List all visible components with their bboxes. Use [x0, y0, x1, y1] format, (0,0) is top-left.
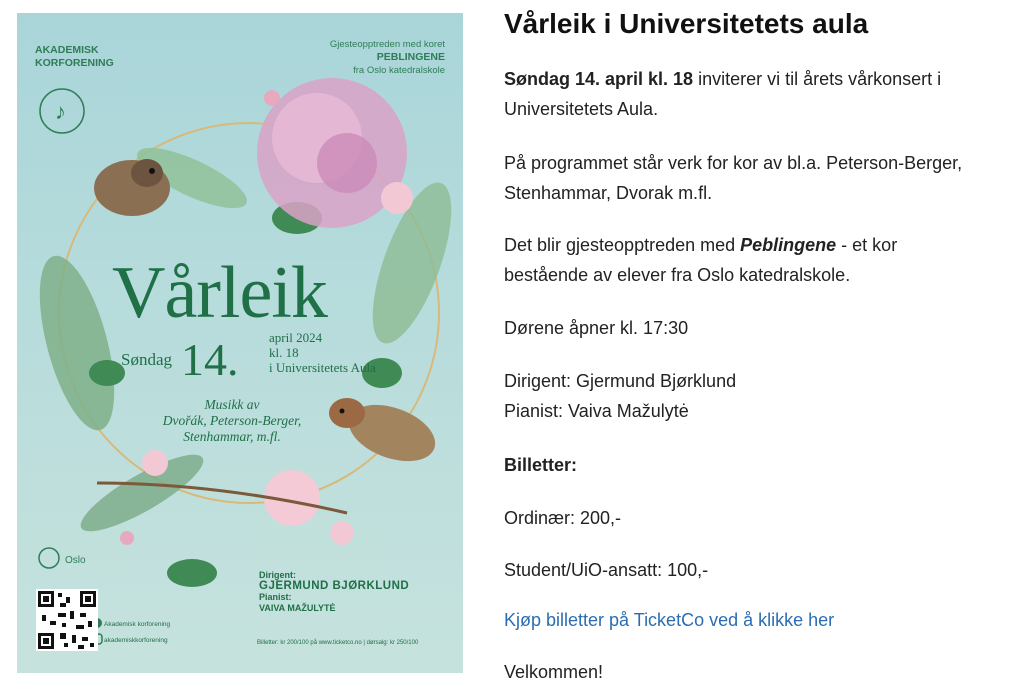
- article-price-ordinary: Ordinær: 200,-: [504, 508, 622, 528]
- poster-performers: Dirigent: GJERMUND BJØRKLUND Pianist: VAIVA MAŽULYTĖ: [259, 570, 410, 613]
- qr-code: [36, 589, 98, 651]
- blossom-3: [142, 450, 168, 476]
- poster-social: Akademisk korforening akademiskkorforening: [104, 621, 171, 644]
- poster-oslo-label: Oslo: [65, 555, 86, 566]
- ticketco-link[interactable]: Kjøp billetter på TicketCo ved å klikke her: [504, 610, 835, 630]
- blossom-1: [381, 182, 413, 214]
- article-guest: Det blir gjesteopptreden med Peblingene - et kor bestående av elever fra Oslo katedralskole.: [504, 235, 898, 285]
- oslo-logo: [39, 548, 59, 568]
- article-price-student: Student/UiO-ansatt: 100,-: [504, 560, 709, 580]
- article-performers: Dirigent: Gjermund Bjørklund Pianist: Vaiva Mažulytė: [504, 371, 737, 421]
- poster-date-details: april 2024 kl. 18 i Universitetets Aula: [269, 330, 376, 375]
- article-intro: Søndag 14. april kl. 18 inviterer vi til årets vårkonsert i Universitetets Aula.: [504, 69, 942, 119]
- article-welcome: Velkommen!: [504, 662, 604, 682]
- poster-title: Vårleik: [112, 252, 327, 334]
- poster-day: 14.: [181, 334, 239, 385]
- poster-org-name: AKADEMISK KORFORENING: [35, 44, 114, 69]
- poster-ticket-info: Billetter: kr 200/100 på www.ticketco.no | dørsalg: kr 250/100: [257, 640, 419, 646]
- blossom-4: [330, 521, 354, 545]
- leaf-dark-3: [89, 360, 125, 386]
- leaf-dark-4: [167, 559, 217, 587]
- poster-weekday: Søndag: [121, 350, 172, 369]
- article-title: Vårleik i Universitetets aula: [504, 8, 869, 39]
- poster-program: Musikk av Dvořák, Peterson-Berger, Stenhammar, m.fl.: [162, 397, 302, 444]
- svg-text:♪: ♪: [55, 99, 66, 124]
- article-doors: Dørene åpner kl. 17:30: [504, 318, 689, 338]
- article-program: På programmet står verk for kor av bl.a. Peterson-Berger, Stenhammar, Dvorak m.fl.: [504, 153, 963, 203]
- article-tickets-heading: Billetter:: [504, 455, 578, 475]
- concert-poster: [17, 13, 463, 673]
- article-ticket-link-paragraph: [504, 605, 834, 635]
- poster-guest-choir: Gjesteopptreden med koret PEBLINGENE fra Oslo katedralskole: [329, 39, 445, 76]
